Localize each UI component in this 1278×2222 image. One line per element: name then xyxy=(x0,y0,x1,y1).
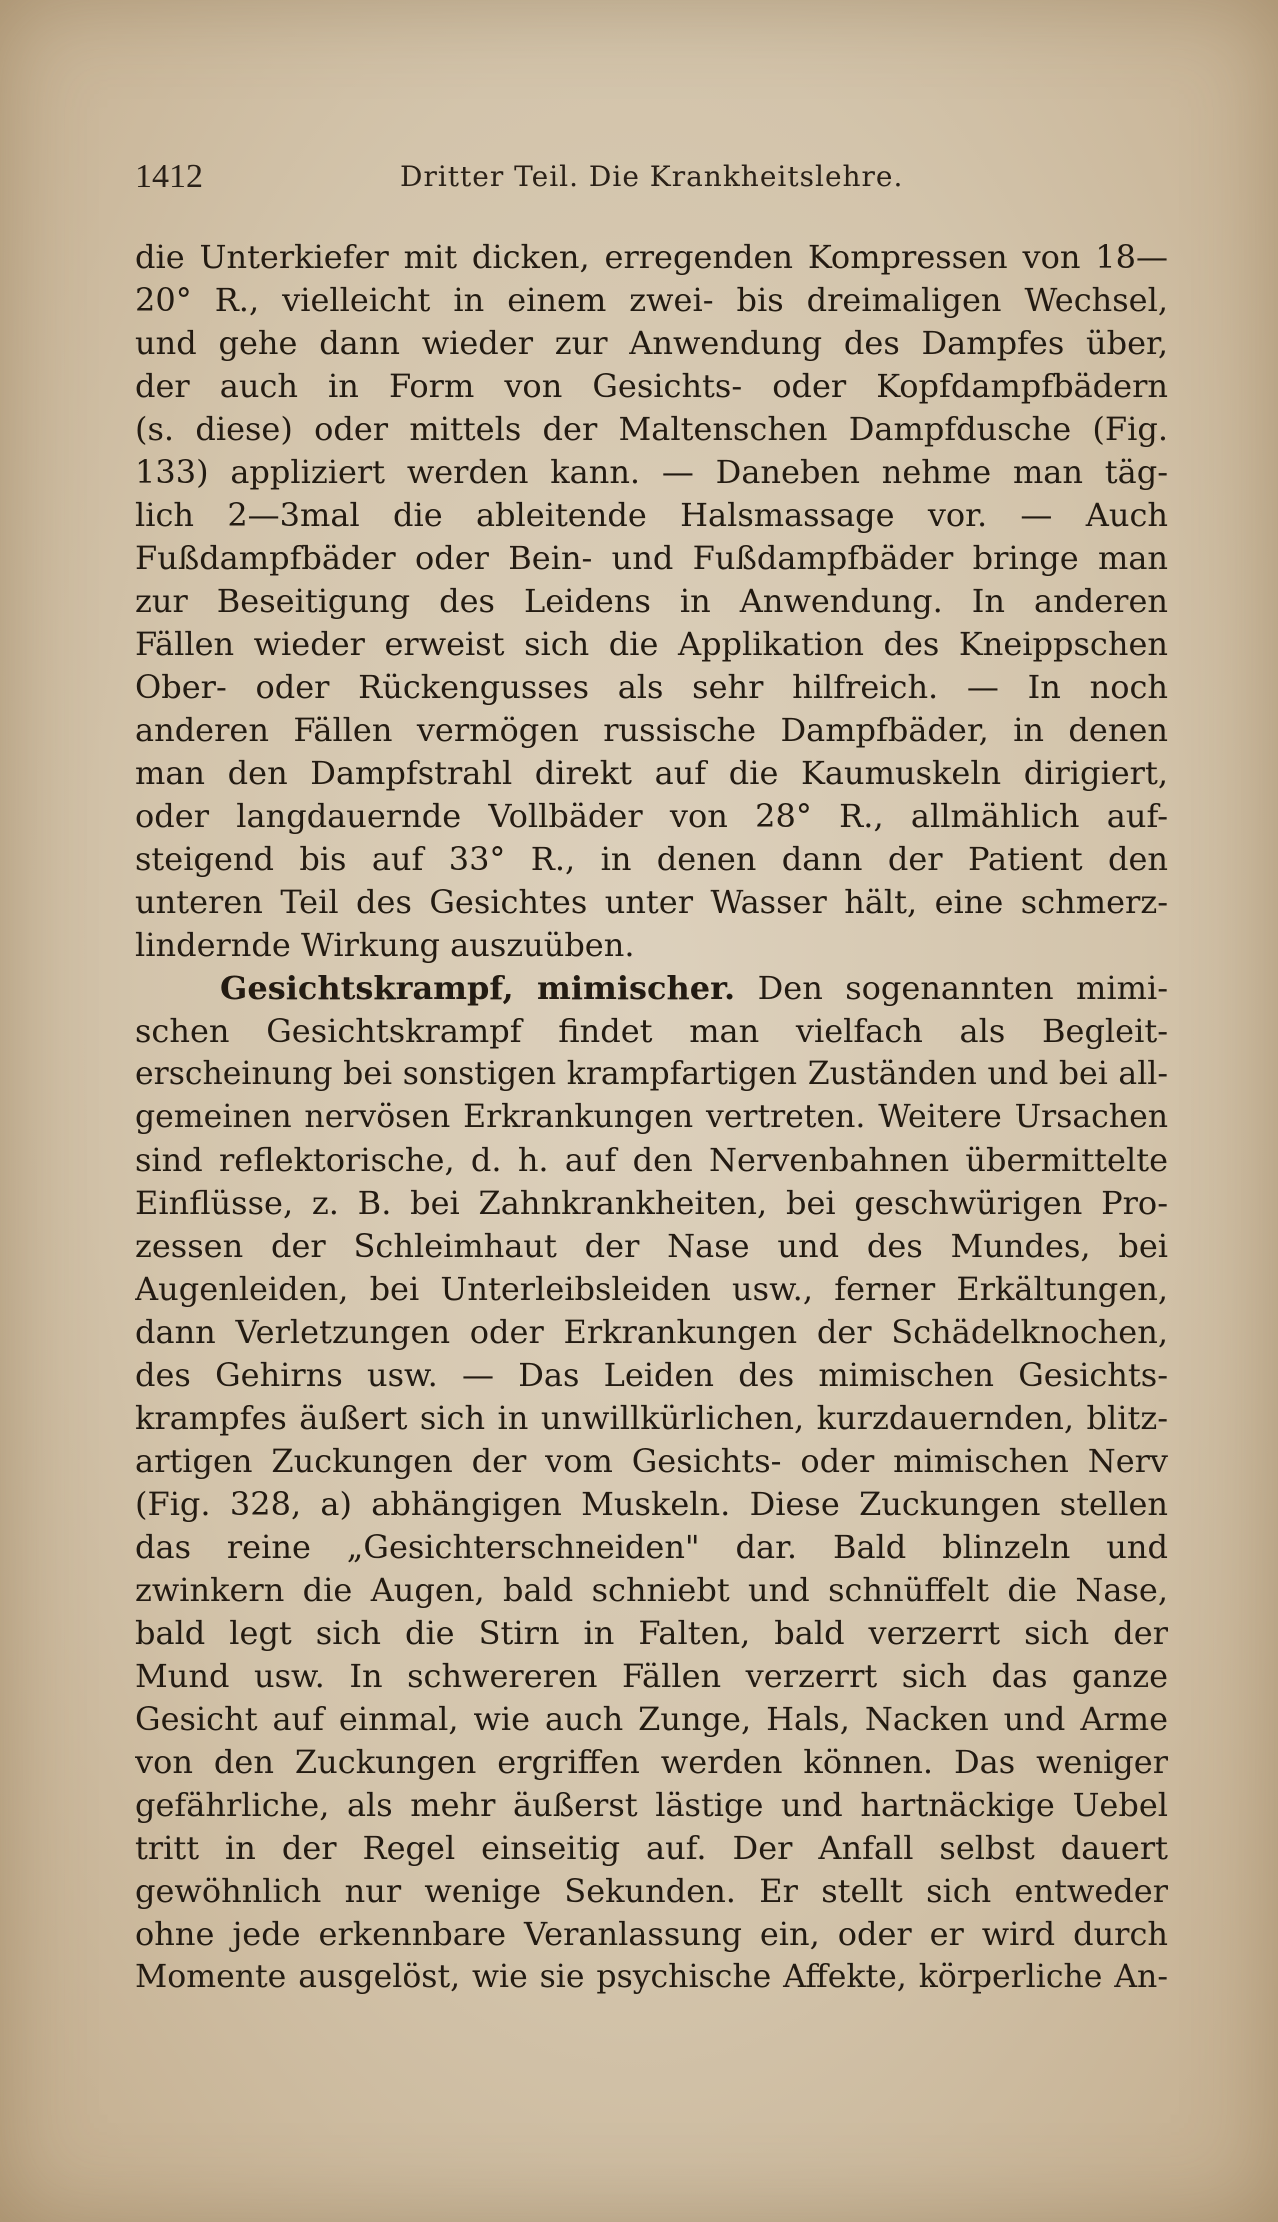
running-head: Dritter Teil. Die Krankheitslehre. xyxy=(400,160,904,193)
text-line: die Unterkiefer mit dicken, erregenden Kompressen von 18— xyxy=(135,238,1168,276)
text-line: zwinkern die Augen, bald schniebt und schnüffelt die Nase, xyxy=(135,1571,1168,1609)
text-line: und gehe dann wieder zur Anwendung des Dampfes über, xyxy=(135,324,1168,362)
text-line: unteren Teil des Gesichtes unter Wasser hält, eine schmerz- xyxy=(135,883,1168,921)
text-line: Mund usw. In schwereren Fällen verzerrt sich das ganze xyxy=(135,1657,1168,1695)
section-first-line xyxy=(220,966,1168,1010)
text-line: der auch in Form von Gesichts- oder Kopfdampfbädern xyxy=(135,367,1168,405)
text-line: lich 2—3mal die ableitende Halsmassage vor. — Auch xyxy=(135,496,1168,534)
text-line: krampfes äußert sich in unwillkürlichen, kurzdauernden, blitz- xyxy=(135,1399,1168,1437)
text-line: von den Zuckungen ergriffen werden können. Das weniger xyxy=(135,1743,1168,1781)
text-line: des Gehirns usw. — Das Leiden des mimischen Gesichts- xyxy=(135,1356,1168,1394)
text-line: Momente ausgelöst, wie sie psychische Affekte, körperliche An- xyxy=(135,1959,1168,1995)
text-line: zur Beseitigung des Leidens in Anwendung. In anderen xyxy=(135,582,1168,620)
text-line: lindernde Wirkung auszuüben. xyxy=(135,926,635,964)
text-line: (Fig. 328, a) abhängigen Muskeln. Diese Zuckungen stellen xyxy=(135,1485,1168,1523)
text-line: steigend bis auf 33° R., in denen dann der Patient den xyxy=(135,840,1168,878)
text-line: anderen Fällen vermögen russische Dampfbäder, in denen xyxy=(135,711,1168,749)
page-number: 1412 xyxy=(135,158,203,195)
section-heading: Gesichtskrampf, mimischer. xyxy=(220,969,736,1007)
text-line: gewöhnlich nur wenige Sekunden. Er stellt sich entweder xyxy=(135,1872,1168,1910)
page-header xyxy=(135,158,1165,202)
text-line: das reine „Gesichterschneiden" dar. Bald blinzeln und xyxy=(135,1528,1168,1566)
text-line: man den Dampfstrahl direkt auf die Kaumuskeln dirigiert, xyxy=(135,754,1168,792)
text-line: gemeinen nervösen Erkrankungen vertreten. Weitere Ursachen xyxy=(135,1099,1168,1135)
text-line: 133) appliziert werden kann. — Daneben nehme man täg- xyxy=(135,453,1168,491)
text-line: artigen Zuckungen der vom Gesichts- oder mimischen Nerv xyxy=(135,1442,1168,1480)
text-line: bald legt sich die Stirn in Falten, bald verzerrt sich der xyxy=(135,1614,1168,1652)
text-line: erscheinung bei sonstigen krampfartigen Zuständen und bei all- xyxy=(135,1056,1168,1092)
text-line: tritt in der Regel einseitig auf. Der Anfall selbst dauert xyxy=(135,1829,1168,1867)
text-line: Fällen wieder erweist sich die Applikation des Kneippschen xyxy=(135,625,1168,663)
text-line: gefährliche, als mehr äußerst lästige und hartnäckige Uebel xyxy=(135,1786,1168,1824)
text-line: Augenleiden, bei Unterleibsleiden usw., ferner Erkältungen, xyxy=(135,1270,1168,1308)
text-line: schen Gesichtskrampf findet man vielfach als Begleit- xyxy=(135,1012,1168,1050)
text-line: Fußdampfbäder oder Bein- und Fußdampfbäder bringe man xyxy=(135,539,1168,577)
text-line: (s. diese) oder mittels der Maltenschen Dampfdusche (Fig. xyxy=(135,410,1168,448)
text-line: Einflüsse, z. B. bei Zahnkrankheiten, bei geschwürigen Pro- xyxy=(135,1184,1168,1222)
text-line: sind reflektorische, d. h. auf den Nervenbahnen übermittelte xyxy=(135,1141,1168,1179)
text-line: zessen der Schleimhaut der Nase und des Mundes, bei xyxy=(135,1227,1168,1265)
text-line: Ober- oder Rückengusses als sehr hilfreich. — In noch xyxy=(135,668,1168,706)
text-line: oder langdauernde Vollbäder von 28° R., allmählich auf- xyxy=(135,797,1168,835)
text-line: ohne jede erkennbare Veranlassung ein, oder er wird durch xyxy=(135,1915,1168,1953)
text-run: Den sogenannten mimi- xyxy=(735,969,1168,1007)
text-line: 20° R., vielleicht in einem zwei- bis dreimaligen Wechsel, xyxy=(135,281,1168,319)
text-line: Gesicht auf einmal, wie auch Zunge, Hals, Nacken und Arme xyxy=(135,1700,1168,1738)
text-line: dann Verletzungen oder Erkrankungen der Schädelknochen, xyxy=(135,1313,1168,1351)
